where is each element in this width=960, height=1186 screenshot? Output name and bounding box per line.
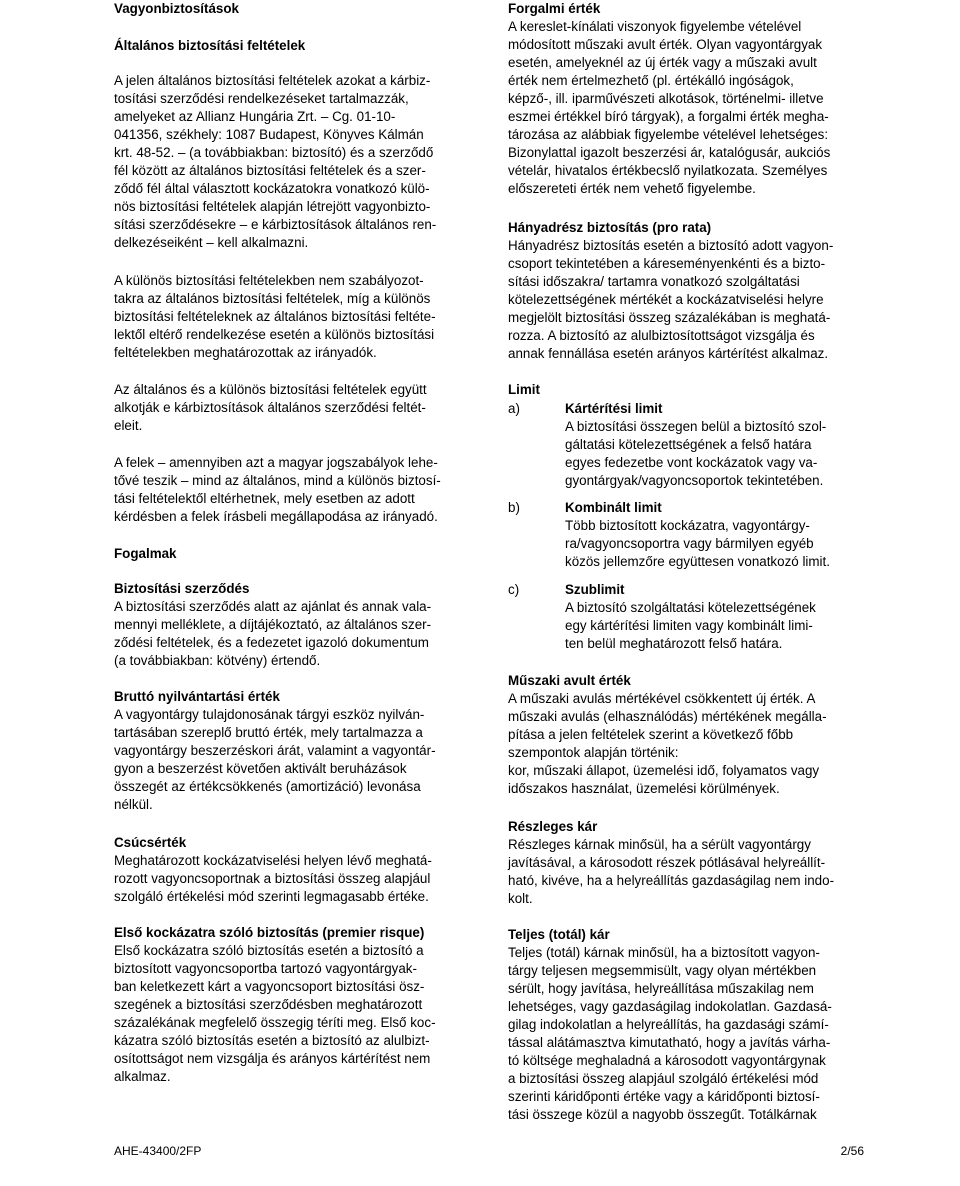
limit-item-text: A biztosító szolgáltatási kötelezettségének egy kártérítési limiten vagy kombinált limi- ten belül meghatározott felső határa. (565, 600, 816, 651)
second-paragraph: A különös biztosítási feltételekben nem szabályozot- takra az általános biztosítási feltételek, míg a különös biztosítási feltételeknek az általános biztosítási feltéte- lektől eltérő rendelkezése esetén a különös biztosítási feltételekben meghatározottak az irányadók. (114, 273, 436, 360)
term-forgalmi-ertek: Forgalmi érték (508, 1, 601, 16)
definition-biztositasi-szerzodes: A biztosítási szerződés alatt az ajánlat és annak vala- mennyi melléklete, a díjtájékoztató, az általános szer- ződési feltételek, és a fedezetet igazoló dokumentum (a továbbiakban: kötvény) értendő. (114, 599, 432, 668)
third-paragraph: Az általános és a különös biztosítási feltételek együtt alkotják e kárbiztosítások általános szerződési feltét- eleit. (114, 382, 427, 433)
fogalmak-heading: Fogalmak (114, 546, 177, 561)
main-title: Vagyonbiztosítások (114, 1, 240, 16)
term-reszleges-kar: Részleges kár (508, 819, 598, 834)
definition-csucsertek: Meghatározott kockázatviselési helyen lévő meghatá- rozott vagyoncsoportnak a biztosítási összeg alapjául szolgáló értékelési mód szerinti legmagasabb értéke. (114, 853, 432, 904)
limit-item-title: Kártérítési limit (565, 401, 663, 416)
definition-reszleges-kar: Részleges kárnak minősül, ha a sérült vagyontárgy javításával, a károsodott részek pótlásával helyreállít- ható, kivéve, ha a helyreállítás gazdaságilag nem indo- kolt. (508, 837, 835, 906)
definition-teljes-kar: Teljes (totál) kárnak minősül, ha a biztosított vagyon- tárgy teljesen megsemmisült, vagy olyan mértékben sérült, hogy javítása, helyreállítása műszakilag nem lehetséges, vagy gazdaságilag indokolatlan. Gazdasá- gilag indokolatlan a helyreállítás, ha gazdasági számí- tással alátámasztva kimutatható, hogy a javítás várha- tó költsége meghaladná a károsodott vagyontárgynak a biztosítási összeg alapjául szolgáló értékelési mód szerinti káridőponti értéke vagy a káridőponti biztosí- tási összege közül a nagyobb összegűt. Totálkárnak (508, 945, 832, 1122)
limit-item-text: A biztosítási összegen belül a biztosító szol- gáltatási kötelezettségének a felső határa egyes fedezetbe vont kockázatok vagy va- gyontárgyak/vagyoncsoportok tekintetében. (565, 419, 827, 488)
definition-brutto-nyilvantartasi-ertek: A vagyontárgy tulajdonosának tárgyi eszköz nyilván- tartásában szereplő bruttó érték, mely tartalmazza a vagyontárgy beszerzéskori árát, valamint a vagyontár- gyon a beszerzést követően aktivált beruházások összegét az értékcsökkenés (amortizáció) levonása nélkül. (114, 707, 436, 812)
term-biztositasi-szerzodes: Biztosítási szerződés (114, 581, 250, 596)
term-muszaki-avult-ertek: Műszaki avult érték (508, 673, 631, 688)
definition-muszaki-avult-ertek: A műszaki avulás mértékével csökkentett új érték. A műszaki avulás (elhasználódás) mértékének megálla- pítása a jelen feltételek szerint a következő főbb szempontok alapján történik: kor, műszaki állapot, üzemelési idő, folyamatos vagy időszakos használat, üzemelési körülmények. (508, 691, 827, 796)
fourth-paragraph: A felek – amennyiben azt a magyar jogszabályok lehe- tővé teszik – mind az általános, mind a különös biztosí- tási feltételektől eltérhetnek, mely esetben az adott kérdésben a felek írásbeli megállapodása az irányadó. (114, 455, 441, 524)
intro-paragraph: A jelen általános biztosítási feltételek azokat a kárbiz- tosítási szerződési rendelkezéseket tartalmazzák, amelyeket az Allianz Hungária Zrt. – Cg. 01-10- 041356, székhely: 1087 Budapest, Könyves Kálmán krt. 48-52. – (a továbbiakban: biztosító) és a szerződő fél között az általános biztosítási feltételek és a szer- ződő fél által választott kockázatokra vonatkozó külö- nös biztosítási feltételek alapján létrejött vagyonbizto- sítási szerződésekre – e kárbiztosítások általános ren- delkezéseiként – kell alkalmazni. (114, 73, 437, 250)
footer-page-number: 2/56 (840, 1144, 864, 1158)
limit-item-title: Kombinált limit (565, 500, 662, 515)
list-marker: c) (508, 582, 520, 597)
list-marker: a) (508, 401, 520, 416)
definition-hanyadresz-biztositas: Hányadrész biztosítás esetén a biztosító adott vagyon- csoport tekintetében a káreseményenkénti és a bizto- sítási időszakra/ tartamra vonatkozó szolgáltatási kötelezettségének mértékét a kockázatviselési helyre megjelölt biztosítási összeg százalékában is meghatá- rozza. A biztosító az alulbiztosítottságot vizsgálja és annak fennállása esetén arányos kártérítést alkalmaz. (508, 238, 834, 361)
definition-forgalmi-ertek: A kereslet-kínálati viszonyok figyelembe vételével módosított műszaki avult érték. Olyan vagyontárgyak esetén, amelyeknél az új érték vagy a műszaki avult érték nem értelmezhető (pl. értékálló ingóságok, képző-, ill. iparművészeti alkotások, történelmi- illetve eszmei értékkel bíró tárgyak), a forgalmi érték megha- tározása az alábbiak figyelembe vételével lehetséges: Bizonylattal igazolt beszerzési ár, katalógusár, aukciós vételár, hivatalos értékbecslő nyilatkozata. Személyes előszereteti érték nem vehető figyelembe. (508, 19, 831, 196)
term-teljes-kar: Teljes (totál) kár (508, 927, 610, 942)
term-brutto-nyilvantartasi-ertek: Bruttó nyilvántartási érték (114, 689, 280, 704)
section-title: Általános biztosítási feltételek (114, 38, 306, 53)
list-marker: b) (508, 500, 520, 515)
term-premier-risque: Első kockázatra szóló biztosítás (premier risque) (114, 925, 425, 940)
limit-item-text: Több biztosított kockázatra, vagyontárgy- ra/vagyoncsoportra vagy bármilyen egyéb közös jellemzőre együttesen vonatkozó limit. (565, 518, 830, 569)
term-hanyadresz-biztositas: Hányadrész biztosítás (pro rata) (508, 220, 712, 235)
limit-heading: Limit (508, 382, 540, 397)
term-csucsertek: Csúcsérték (114, 835, 187, 850)
limit-item-title: Szublimit (565, 582, 625, 597)
footer-doc-code: AHE-43400/2FP (114, 1144, 202, 1158)
definition-premier-risque: Első kockázatra szóló biztosítás esetén a biztosító a biztosított vagyoncsoportba tartozó vagyontárgyak- ban keletkezett kárt a vagyoncsoport biztosítási ösz- szegének a biztosítási szerződésben meghatározott százalékának megfelelő összegig téríti meg. Első koc- kázatra szóló biztosítás esetén a biztosító az alulbizt- osítottságot nem vizsgálja és arányos kártérítést nem alkalmaz. (114, 943, 436, 1084)
